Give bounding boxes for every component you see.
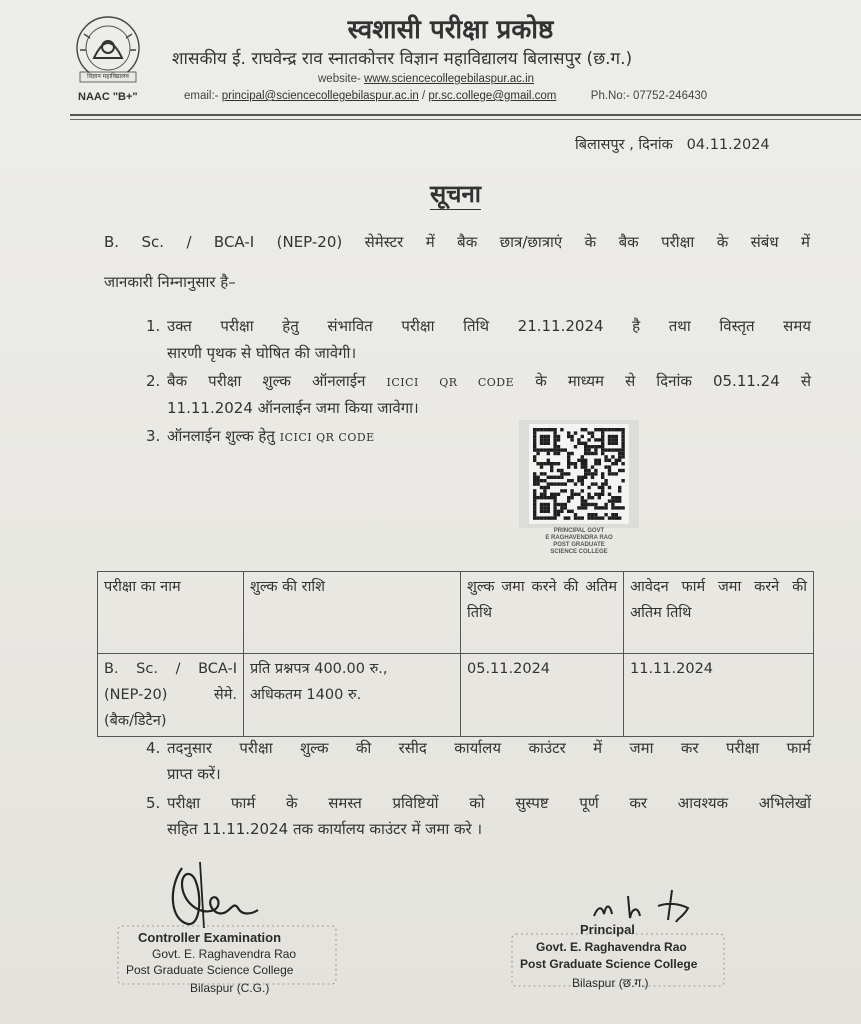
controller-college-line-2: Post Graduate Science College xyxy=(126,963,294,977)
college-name: शासकीय ई. राघवेन्द्र राव स्नातकोत्तर विज्ञान महाविद्यालय बिलासपुर (छ.ग.) xyxy=(172,49,633,69)
item-4-number: 4. xyxy=(146,739,161,757)
header-fee-amount: शुल्क की राशि xyxy=(244,572,461,654)
website-label: website- xyxy=(318,73,361,85)
email-link-college[interactable]: pr.sc.college@gmail.com xyxy=(428,90,557,102)
email-link-principal[interactable]: principal@sciencecollegebilaspur.ac.in xyxy=(221,90,419,102)
principal-college-line-2: Post Graduate Science College xyxy=(520,957,698,971)
principal-title: Principal xyxy=(580,922,635,937)
website-link[interactable]: www.sciencecollegebilaspur.ac.in xyxy=(364,73,535,85)
email-separator: / xyxy=(421,90,426,102)
logo-caption: विज्ञान महाविद्यालय xyxy=(87,73,129,80)
item-1-number: 1. xyxy=(146,317,161,335)
item-3-number: 3. xyxy=(146,427,161,445)
principal-city: Bilaspur (छ.ग.) xyxy=(572,976,649,990)
item-2-line-1: बैक परीक्षा शुल्क ऑनलाईन ICICI QR CODE के माध्यम से दिनांक 05.11.24 से xyxy=(167,372,811,390)
website-line xyxy=(318,73,534,85)
item-2-number: 2. xyxy=(146,372,161,390)
naac-grade: NAAC "B+" xyxy=(78,91,138,103)
controller-title: Controller Examination xyxy=(138,930,282,945)
qr-caption: PRINCIPAL GOVT E RAGHAVENDRA RAO POST GRADUATE SCIENCE COLLEGE xyxy=(545,528,613,555)
item-2-line-2: 11.11.2024 ऑनलाईन जमा किया जावेगा। xyxy=(167,399,419,417)
controller-city: Bilaspur (C.G.) xyxy=(190,981,270,995)
item-4-line-2: प्राप्त करें। xyxy=(167,765,221,783)
cell-title: स्वशासी परीक्षा प्रकोष्ठ xyxy=(347,15,554,45)
phone-number: Ph.No:- 07752-246430 xyxy=(590,90,708,102)
header-exam-name: परीक्षा का नाम xyxy=(98,572,244,654)
email-line xyxy=(184,90,707,102)
email-label: email:- xyxy=(184,90,219,102)
item-1-line-2: सारणी पृथक से घोषित की जावेगी। xyxy=(167,344,357,362)
cell-fee-deadline: 05.11.2024 xyxy=(461,654,624,737)
cell-form-deadline: 11.11.2024 xyxy=(624,654,814,737)
item-5-line-1: परीक्षा फार्म के समस्त प्रविष्टियों को सुस्पष्ट पूर्ण कर आवश्यक अभिलेखों xyxy=(167,794,811,812)
fee-table xyxy=(97,571,814,737)
intro-line-2: जानकारी निम्नानुसार है– xyxy=(104,273,236,291)
notice-date: बिलासपुर , दिनांक 04.11.2024 xyxy=(575,137,770,153)
table-row xyxy=(98,654,814,737)
icici-qr-code[interactable] xyxy=(519,420,639,528)
item-4-line-1: तदनुसार परीक्षा शुल्क की रसीद कार्यालय काउंटर में जमा कर परीक्षा फार्म xyxy=(167,739,811,757)
intro-line-1: B. Sc. / BCA-I (NEP-20) सेमेस्टर में बैक छात्र/छात्राएं के बैक परीक्षा के संबंध में xyxy=(104,233,810,251)
controller-college-line-1: Govt. E. Raghavendra Rao xyxy=(152,947,297,961)
item-1-line-1: उक्त परीक्षा हेतु संभावित परीक्षा तिथि 21.11.2024 है तथा विस्तृत समय xyxy=(167,317,811,335)
cell-fee-amount: प्रति प्रश्नपत्र 400.00 रु., अधिकतम 1400 रु. xyxy=(244,654,461,737)
table-header-row xyxy=(98,572,814,654)
notice-heading: सूचना xyxy=(430,180,481,208)
header-divider xyxy=(70,114,861,116)
item-3-line: ऑनलाईन शुल्क हेतु ICICI QR CODE xyxy=(167,427,375,445)
principal-college-line-1: Govt. E. Raghavendra Rao xyxy=(536,940,687,954)
header-form-deadline: आवेदन फार्म जमा करने की अतिम तिथि xyxy=(624,572,814,654)
date-value: 04.11.2024 xyxy=(686,137,770,153)
item-5-line-2: सहित 11.11.2024 तक कार्यालय काउंटर में जमा करे । xyxy=(167,820,483,838)
header-divider-thin xyxy=(70,119,861,120)
cell-exam-name: B. Sc. / BCA-I (NEP-20) सेमे. (बैक/डिटैन) xyxy=(98,654,244,737)
header-fee-deadline: शुल्क जमा करने की अतिम तिथि xyxy=(461,572,624,654)
item-5-number: 5. xyxy=(146,794,161,812)
